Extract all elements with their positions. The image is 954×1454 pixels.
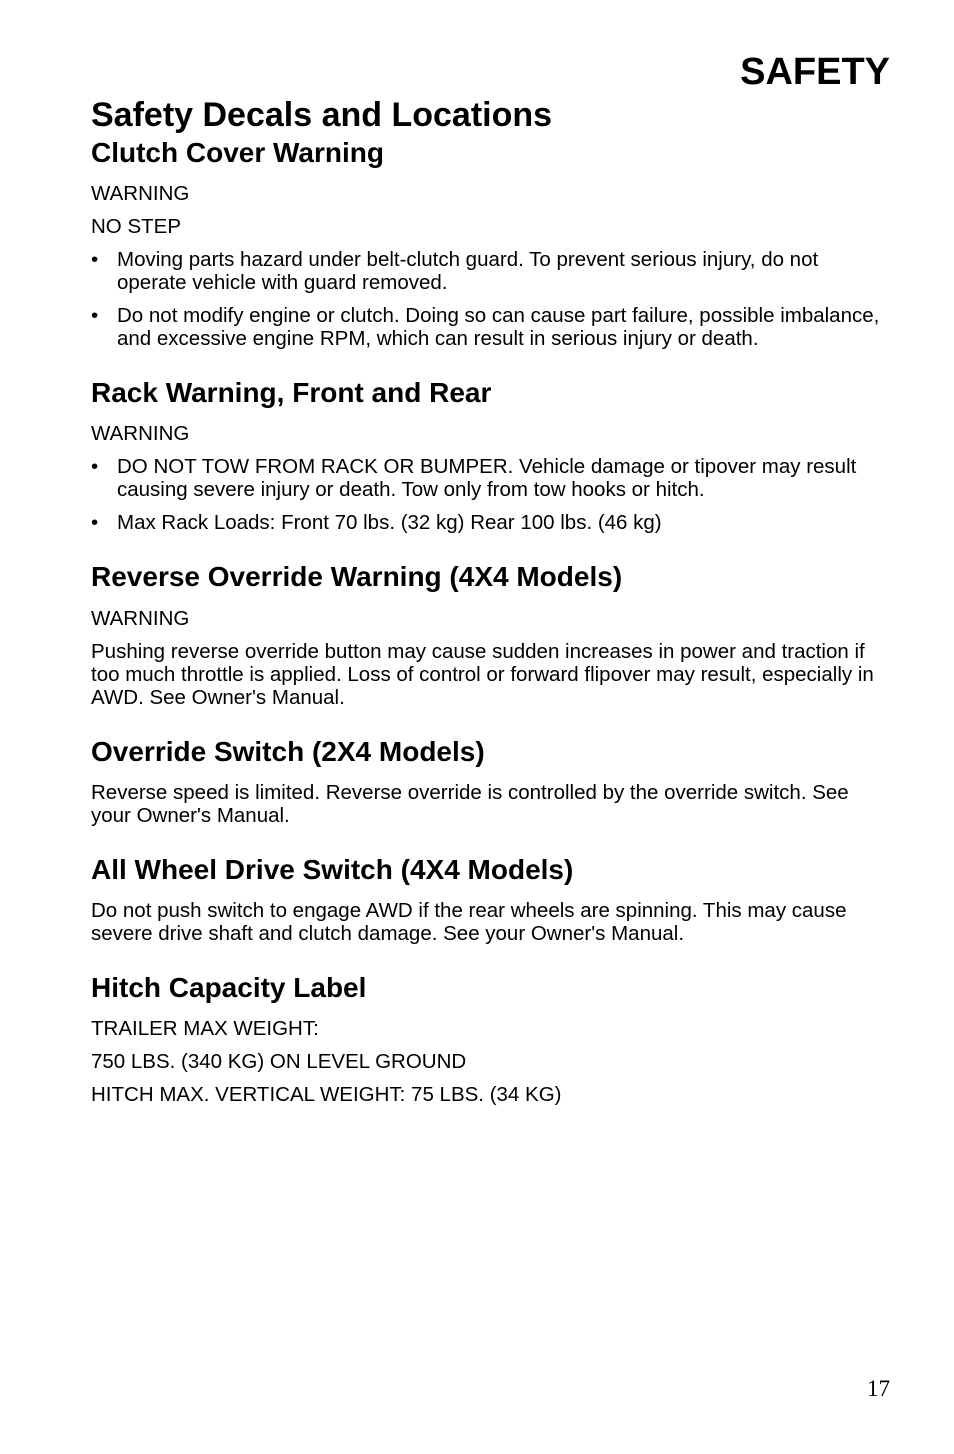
section-title: Hitch Capacity Label (91, 972, 367, 1004)
section-reverse-override-warning (91, 561, 891, 708)
bullet-dot: • (91, 455, 99, 479)
decal-text-line: WARNING (91, 422, 190, 446)
bullet-list (91, 248, 891, 350)
page-content (91, 96, 891, 1116)
decal-text-line: 750 LBS. (340 KG) ON LEVEL GROUND (91, 1050, 467, 1074)
section-rack-warning (91, 377, 891, 534)
bullet-text: Moving parts hazard under belt-clutch guard. To prevent serious injury, do not operate vehicle with guard removed. (117, 248, 819, 295)
decal-text-line: TRAILER MAX WEIGHT: (91, 1017, 319, 1041)
section-title: All Wheel Drive Switch (4X4 Models) (91, 853, 574, 885)
bullet-text: Do not modify engine or clutch. Doing so can cause part failure, possible imbalance, and excessive engine RPM, which can result in serious injury or death. (117, 304, 880, 351)
section-override-switch (91, 736, 891, 827)
decal-text-line: HITCH MAX. VERTICAL WEIGHT: 75 LBS. (34 KG) (91, 1083, 562, 1107)
bullet-item (91, 304, 891, 350)
decal-text-line: WARNING (91, 182, 190, 206)
page-title: Safety Decals and Locations (91, 96, 553, 134)
section-clutch-cover-warning (91, 137, 891, 350)
bullet-item (91, 248, 891, 294)
bullet-dot: • (91, 248, 99, 272)
bullet-item (91, 511, 891, 534)
section-hitch-capacity-label (91, 972, 891, 1106)
section-paragraph: Reverse speed is limited. Reverse override is controlled by the override switch. See your Owner's Manual. (91, 780, 849, 827)
decal-text-line: NO STEP (91, 215, 181, 239)
decal-text-line: WARNING (91, 606, 190, 630)
section-title: Rack Warning, Front and Rear (91, 377, 492, 409)
bullet-list (91, 455, 891, 534)
section-awd-switch (91, 854, 891, 945)
bullet-dot: • (91, 511, 99, 535)
section-title: Clutch Cover Warning (91, 137, 384, 169)
chapter-header: SAFETY (740, 51, 890, 93)
bullet-text: DO NOT TOW FROM RACK OR BUMPER. Vehicle damage or tipover may result causing severe injury or death. Tow only from tow hooks or hitch. (117, 455, 857, 502)
bullet-text: Max Rack Loads: Front 70 lbs. (32 kg) Rear 100 lbs. (46 kg) (117, 511, 662, 535)
section-paragraph: Pushing reverse override button may cause sudden increases in power and traction if too much throttle is applied. Loss of control or forward flipover may result, especially in AWD. See Owner's Manual. (91, 639, 874, 709)
section-paragraph: Do not push switch to engage AWD if the rear wheels are spinning. This may cause severe drive shaft and clutch damage. See your Owner's Manual. (91, 899, 847, 946)
bullet-item (91, 455, 891, 501)
section-title: Reverse Override Warning (4X4 Models) (91, 561, 623, 593)
page-number: 17 (867, 1376, 890, 1401)
bullet-dot: • (91, 304, 99, 328)
section-title: Override Switch (2X4 Models) (91, 735, 485, 767)
